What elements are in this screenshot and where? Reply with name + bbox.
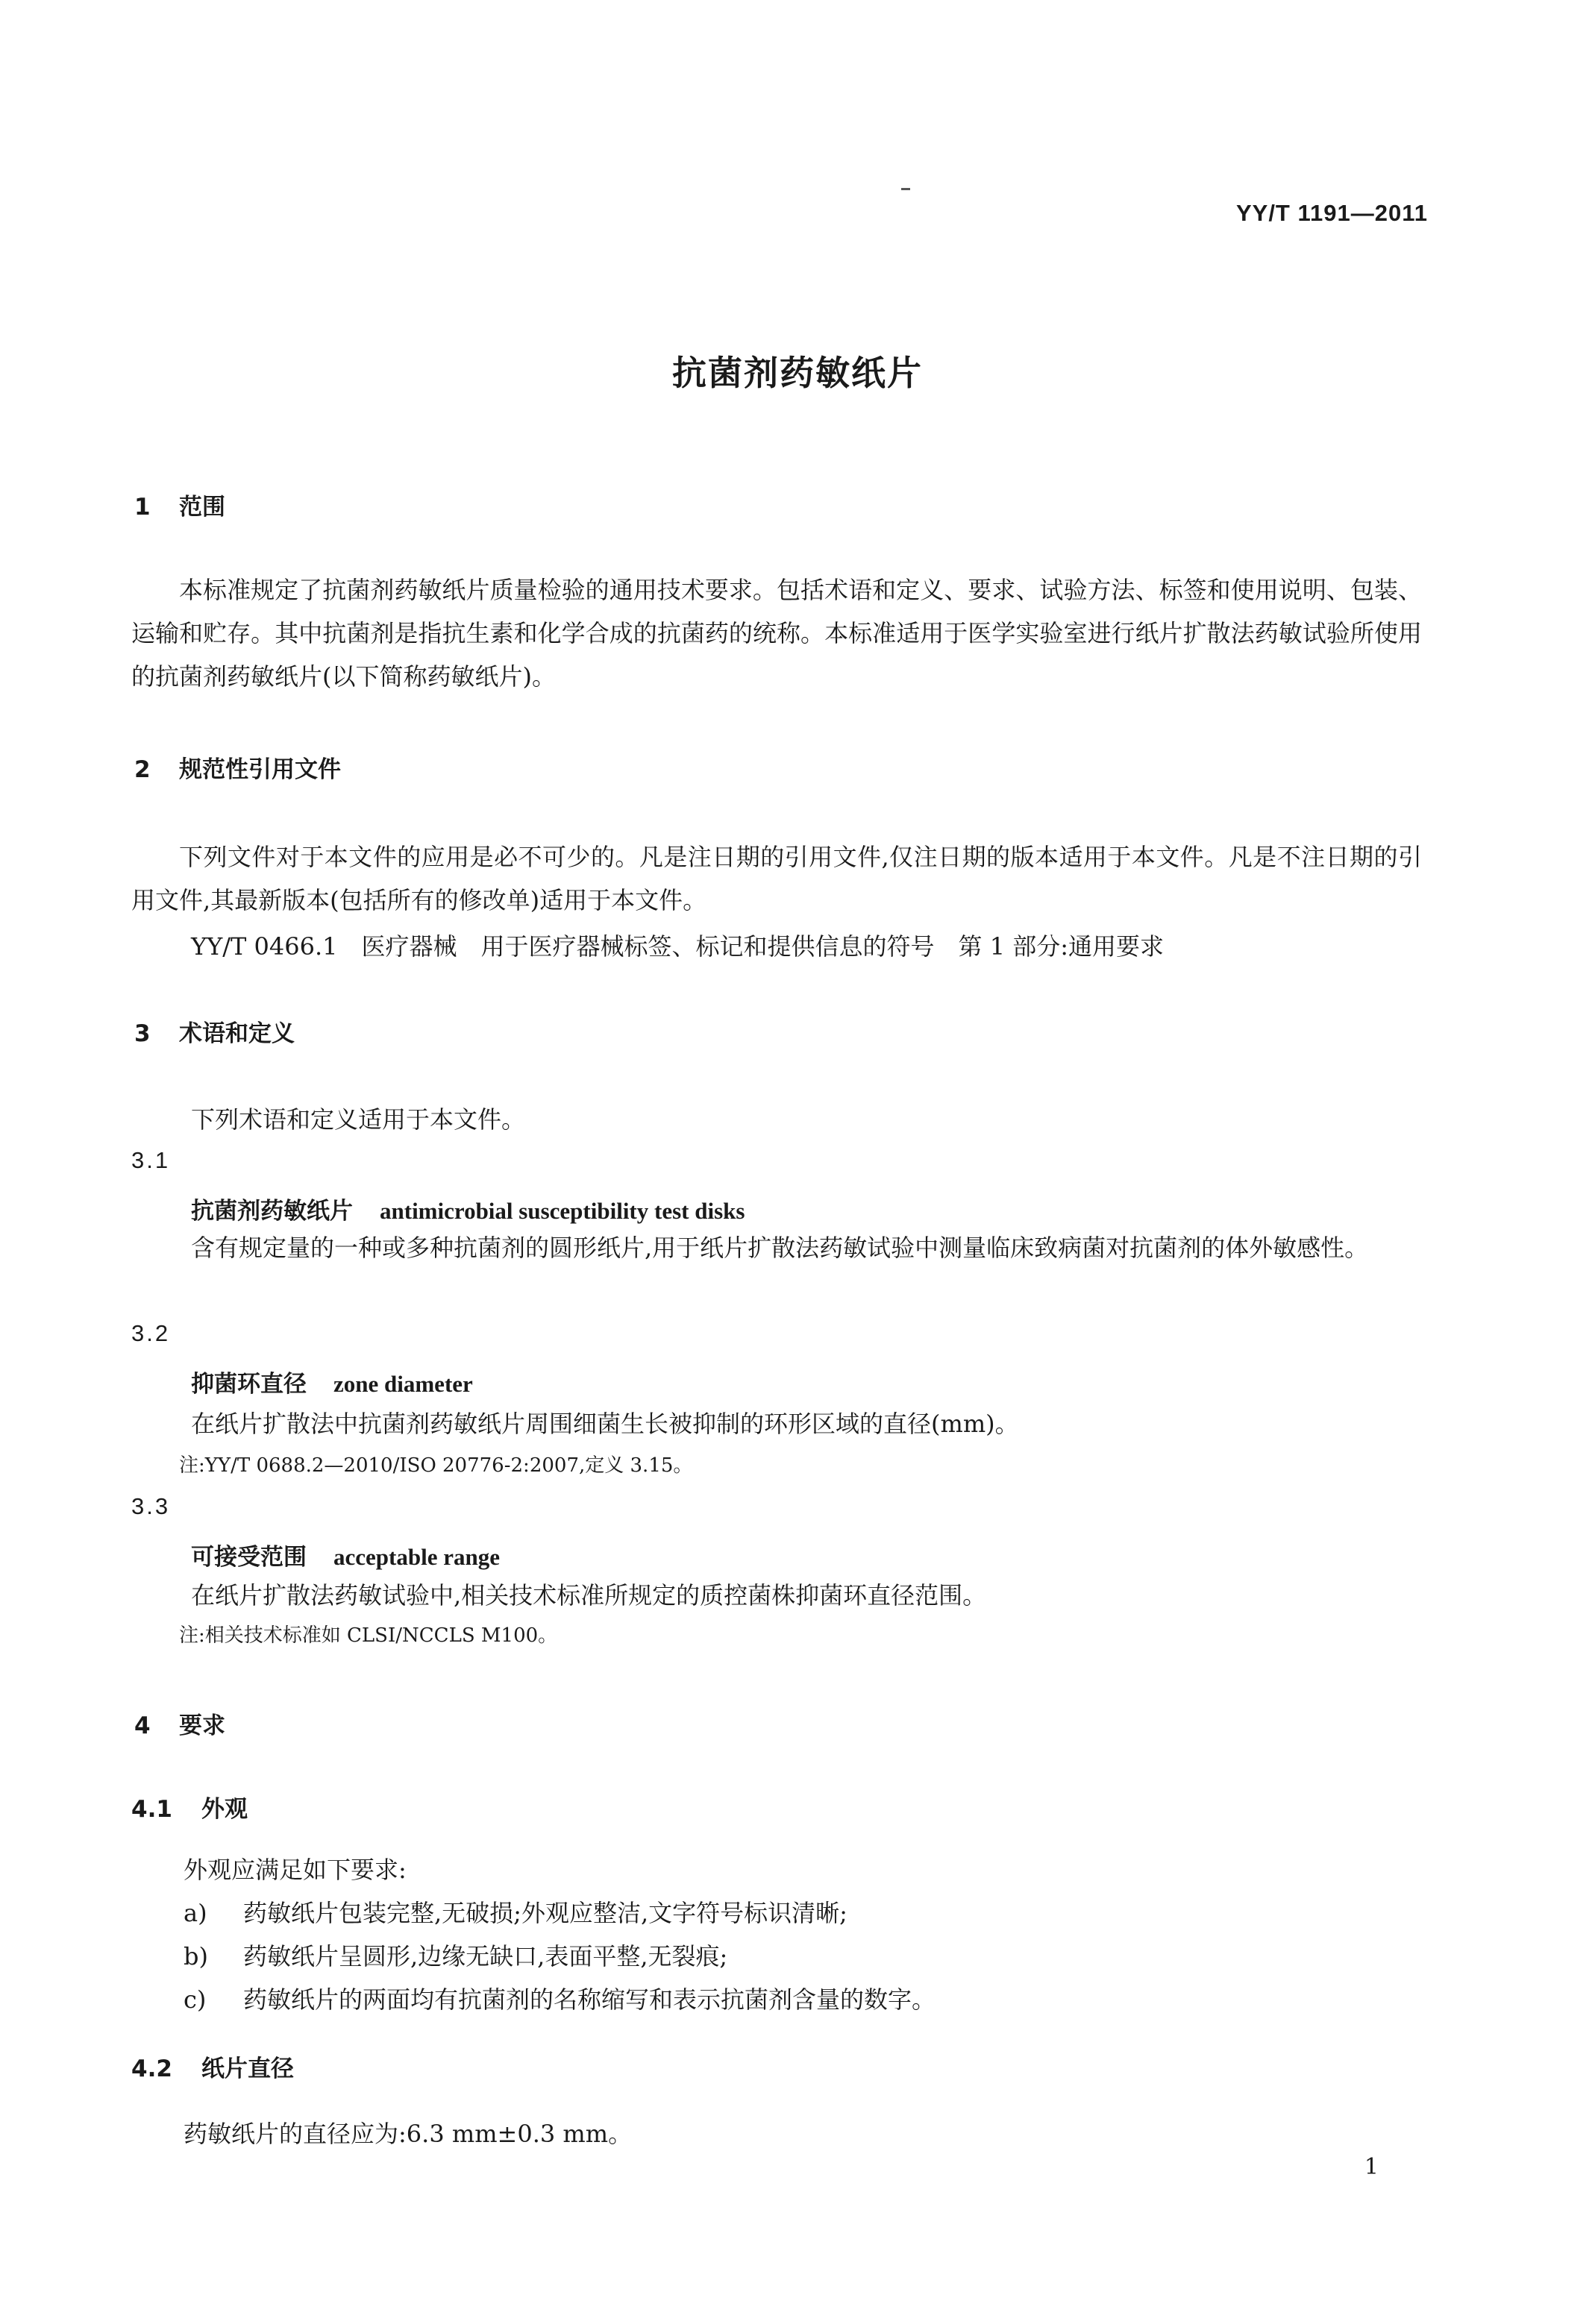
section-2-heading (134, 750, 341, 784)
term-3-3-number: 3.3 (131, 1493, 171, 1519)
section-1-heading (134, 488, 225, 521)
section-number: 4.2 (131, 2056, 172, 2082)
section-number: 4 (134, 1712, 151, 1739)
reference-code: YY/T 0466.1 (191, 932, 338, 961)
section-number: 4.1 (131, 1796, 172, 1823)
reference-part-3: 第 1 部分:通用要求 (958, 932, 1165, 961)
list-text: 药敏纸片呈圆形,边缘无缺口,表面平整,无裂痕; (243, 1942, 728, 1970)
section-4-heading (134, 1706, 225, 1740)
scan-mark (901, 188, 910, 190)
section-1-paragraph: 本标准规定了抗菌剂药敏纸片质量检验的通用技术要求。包括术语和定义、要求、试验方法、标签和使用说明、包装、运输和贮存。其中抗菌剂是指抗生素和化学合成的抗菌药的统称。本标准适用于医学实验室进行纸片扩散法药敏试验所使用的抗菌剂药敏纸片(以下简称药敏纸片)。 (131, 576, 1422, 691)
term-3-2-definition: 在纸片扩散法中抗菌剂药敏纸片周围细菌生长被抑制的环形区域的直径(mm)。 (191, 1410, 1019, 1438)
section-title: 规范性引用文件 (179, 756, 341, 783)
document-title: 抗菌剂药敏纸片 (672, 353, 923, 393)
term-en: acceptable range (333, 1544, 500, 1570)
term-en: zone diameter (333, 1371, 473, 1397)
term-3-3-definition: 在纸片扩散法药敏试验中,相关技术标准所规定的质控菌株抑菌环直径范围。 (191, 1581, 987, 1609)
section-title: 要求 (179, 1712, 225, 1739)
term-3-3 (191, 1538, 500, 1571)
section-4-1-heading (131, 1790, 248, 1824)
section-3-intro: 下列术语和定义适用于本文件。 (191, 1105, 526, 1134)
list-item (184, 1981, 936, 2015)
term-3-2 (191, 1365, 473, 1398)
list-item (184, 1938, 727, 1972)
section-4-2-heading (131, 2050, 294, 2083)
list-marker: c) (184, 1985, 207, 2014)
term-en: antimicrobial susceptibility test disks (380, 1198, 745, 1224)
section-title: 外观 (201, 1796, 248, 1823)
normative-reference (191, 928, 1164, 962)
section-number: 3 (134, 1020, 151, 1047)
term-3-1-definition: 含有规定量的一种或多种抗菌剂的圆形纸片,用于纸片扩散法药敏试验中测量临床致病菌对抗菌剂的体外敏感性。 (191, 1234, 1369, 1262)
list-marker: a) (184, 1899, 207, 1927)
term-3-1 (191, 1192, 745, 1225)
term-zh: 抑菌环直径 (191, 1371, 307, 1398)
section-4-1-intro: 外观应满足如下要求: (184, 1856, 407, 1884)
section-title: 术语和定义 (179, 1020, 295, 1047)
reference-part-2: 用于医疗器械标签、标记和提供信息的符号 (480, 932, 935, 961)
term-zh: 可接受范围 (191, 1544, 307, 1571)
section-number: 1 (134, 494, 151, 521)
term-3-1-number: 3.1 (131, 1147, 171, 1173)
section-4-2-text: 药敏纸片的直径应为:6.3 mm±0.3 mm。 (184, 2120, 633, 2148)
page-number: 1 (1364, 2154, 1379, 2180)
term-3-2-number: 3.2 (131, 1320, 171, 1346)
section-number: 2 (134, 756, 151, 783)
term-3-3-note: 注:相关技术标准如 CLSI/NCCLS M100。 (179, 1624, 558, 1647)
section-3-heading (134, 1014, 295, 1048)
term-3-2-note: 注:YY/T 0688.2—2010/ISO 20776-2:2007,定义 3.15。 (179, 1454, 693, 1477)
section-title: 范围 (179, 494, 225, 521)
list-marker: b) (184, 1942, 208, 1970)
term-zh: 抗菌剂药敏纸片 (191, 1198, 353, 1225)
list-item (184, 1894, 847, 1929)
list-text: 药敏纸片的两面均有抗菌剂的名称缩写和表示抗菌剂含量的数字。 (243, 1985, 936, 2014)
standard-code: YY/T 1191—2011 (1235, 200, 1428, 226)
section-title: 纸片直径 (201, 2056, 294, 2082)
reference-part-1: 医疗器械 (361, 932, 457, 961)
section-2-paragraph: 下列文件对于本文件的应用是必不可少的。凡是注日期的引用文件,仅注日期的版本适用于本文件。凡是不注日期的引用文件,其最新版本(包括所有的修改单)适用于本文件。 (131, 843, 1422, 914)
list-text: 药敏纸片包装完整,无破损;外观应整洁,文字符号标识清晰; (243, 1899, 847, 1927)
